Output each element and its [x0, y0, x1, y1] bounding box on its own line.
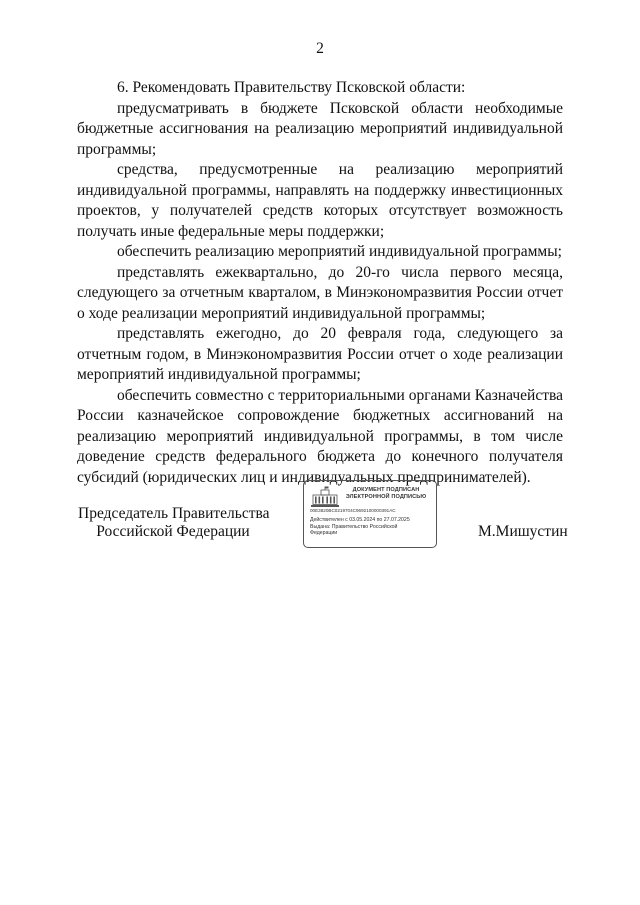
government-building-icon [310, 486, 340, 508]
stamp-validity: Действителен с 03.05.2024 по 27.07.2025 [310, 517, 410, 523]
document-body [77, 78, 563, 488]
stamp-issuer-line-2: Федерации [310, 530, 338, 537]
page-number: 2 [316, 40, 324, 57]
signer-title-line-2: Российской Федерации [96, 523, 250, 540]
stamp-heading-line-1: ДОКУМЕНТ ПОДПИСАН [352, 487, 420, 493]
signer-title [78, 505, 268, 541]
stamp-heading [338, 487, 434, 501]
paragraph-budget-allocations: предусматривать в бюджете Псковской области необходимые бюджетные ассигнования на реализацию мероприятий индивидуальной программы; [77, 99, 563, 158]
signer-name: М.Мишустин [478, 523, 568, 540]
paragraph-treasury-support: обеспечить совместно с территориальными органами Казначейства России казначейское сопровождение бюджетных ассигнований на реализацию мероприятий индивидуальной программы, в том числе доведение средств федерального бюджета до конечного получателя субсидий (юридических лиц и индивидуальных предпринимателей). [77, 386, 563, 486]
stamp-heading-line-2: ЭЛЕКТРОННОЙ ПОДПИСЬЮ [345, 494, 427, 500]
signature-block [0, 480, 640, 550]
paragraph-annual-report: представлять ежегодно, до 20 февраля года, следующего за отчетным годом, в Минэкономразвития России отчет о ходе реализации мероприятий индивидуальной программы; [77, 325, 563, 383]
electronic-signature-stamp [303, 480, 437, 548]
stamp-issuer-line-1: Выдана: Правительство Российской [310, 523, 398, 530]
paragraph-ensure-implementation: обеспечить реализацию мероприятий индивидуальной программы; [117, 243, 562, 260]
stamp-details [310, 517, 434, 537]
stamp-serial: 00E3820BC0219704C9692100000391AC [310, 508, 396, 513]
paragraph-funds-direction: средства, предусмотренные на реализацию мероприятий индивидуальной программы, направлять на поддержку инвестиционных проектов, у получателей средств которых отсутствует возможность получать иные федеральные меры поддержки; [77, 161, 563, 240]
paragraph-recommendation-heading: 6. Рекомендовать Правительству Псковской области: [117, 79, 466, 96]
paragraph-quarterly-report: представлять ежеквартально, до 20-го числа первого месяца, следующего за отчетным кварталом, в Минэкономразвития России отчет о ходе реализации мероприятий индивидуальной программы; [77, 263, 563, 322]
signer-title-line-1: Председатель Правительства [78, 505, 270, 522]
